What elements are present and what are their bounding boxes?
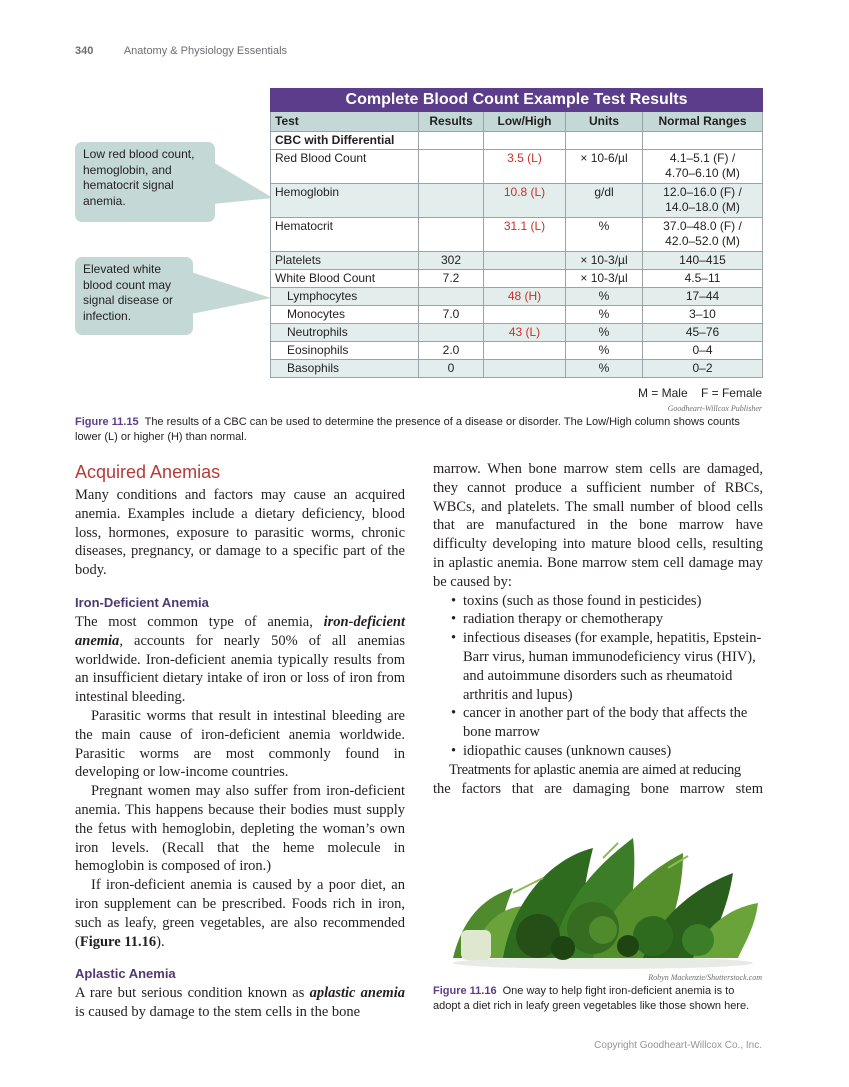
right-column — [433, 460, 763, 798]
table-title: Complete Blood Count Example Test Results — [271, 89, 763, 112]
leafy-greens-photo — [443, 818, 763, 970]
table-row: Eosinophils 2.0 % 0–4 — [271, 342, 763, 360]
figure-reference: Figure 11.16 — [79, 933, 157, 950]
paragraph: The most common type of anemia, iron-deficient anemia, accounts for nearly 50% of all anemias worldwide. Iron-deficient anemia typically results from an insufficient dietary intake of iron or loss of iron from intestinal bleeding. — [75, 613, 405, 706]
list-item: • radiation therapy or chemotherapy — [433, 610, 763, 629]
table-row: Basophils 0 % 0–2 — [271, 360, 763, 378]
table-row: Neutrophils 43 (L) % 45–76 — [271, 324, 763, 342]
cbc-results-table — [270, 88, 763, 378]
col-header-test: Test — [271, 112, 419, 132]
key-term: aplastic anemia — [309, 985, 405, 1002]
table-row: White Blood Count 7.2 × 10-3/µl 4.5–11 — [271, 270, 763, 288]
running-header — [75, 45, 287, 57]
section-heading-acquired-anemias: Acquired Anemias — [75, 462, 221, 482]
table-credit: Goodheart-Willcox Publisher — [667, 404, 762, 413]
col-header-units: Units — [566, 112, 643, 132]
paragraph: A rare but serious condition known as aplastic anemia is caused by damage to the stem cells in the bone — [75, 985, 405, 1021]
paragraph: If iron-deficient anemia is caused by a poor diet, an iron supplement can be prescribed. Foods rich in iron, such as leafy, green vegetables, are also recommended (Figure 11.16). — [75, 877, 405, 950]
callout-anemia-pointer — [213, 160, 273, 210]
list-item: • cancer in another part of the body that affects the bone marrow — [433, 704, 763, 742]
col-header-lowhigh: Low/High — [484, 112, 566, 132]
figure-label: Figure 11.15 — [75, 416, 139, 428]
table-legend: M = Male F = Female — [637, 386, 762, 400]
caption-text: The results of a CBC can be used to determine the presence of a disease or disorder. The Low/High column shows counts lower (L) or higher (H) than normal. — [75, 416, 740, 443]
callout-white-count-pointer — [191, 270, 271, 320]
list-item: • toxins (such as those found in pesticides) — [433, 592, 763, 611]
list-item: • idiopathic causes (unknown causes) — [433, 742, 763, 761]
paragraph: Many conditions and factors may cause an acquired anemia. Examples include a dietary deficiency, blood loss, hormones, exposure to parasitic worms, chronic diseases, pregnancy, or damage to a specific part of the body. — [75, 487, 405, 579]
copyright-footer: Copyright Goodheart-Willcox Co., Inc. — [594, 1040, 762, 1051]
figure-label: Figure 11.16 — [433, 985, 497, 997]
table-row: Red Blood Count 3.5 (L) × 10-6/µl 4.1–5.1 (F) / 4.70–6.10 (M) — [271, 150, 763, 184]
left-column — [75, 460, 405, 1022]
subheading-aplastic: Aplastic Anemia — [75, 966, 176, 982]
photo-credit: Robyn Mackenzie/Shutterstock.com — [648, 973, 762, 982]
figure-11-15-caption — [75, 415, 765, 445]
callout-white-count: Elevated white blood count may signal disease or infection. — [75, 257, 193, 335]
col-header-normal: Normal Ranges — [643, 112, 763, 132]
table-row: Hematocrit 31.1 (L) % 37.0–48.0 (F) / 42.0–52.0 (M) — [271, 218, 763, 252]
paragraph: Pregnant women may also suffer from iron-deficient anemia. This happens because their bodies must supply the fetus with hemoglobin, depleting the woman’s own iron levels. (Recall that the heme molecule in hemoglobin is composed of iron.) — [75, 783, 405, 875]
page-number: 340 — [75, 45, 94, 57]
paragraph: Treatments for aplastic anemia are aimed at reducing — [449, 761, 741, 778]
book-title: Anatomy & Physiology Essentials — [123, 45, 288, 57]
callout-anemia: Low red blood count, hemoglobin, and hematocrit signal anemia. — [75, 142, 215, 222]
table-row: Monocytes 7.0 % 3–10 — [271, 306, 763, 324]
section-label: CBC with Differential — [271, 132, 419, 150]
paragraph-continued: the factors that are damaging bone marrow stem — [433, 780, 763, 797]
caption-text: One way to help fight iron-deficient anemia is to adopt a diet rich in leafy green vegetables like those shown here. — [433, 985, 750, 1012]
list-item: • infectious diseases (for example, hepatitis, Epstein-Barr virus, human immunodeficiency virus (HIV), and autoimmune disorders such as rheumatoid arthritis and lupus) — [433, 629, 763, 704]
paragraph: marrow. When bone marrow stem cells are damaged, they cannot produce a sufficient number of RBCs, WBCs, and platelets. The small number of blood cells that are manufactured in the bone marrow have difficulty developing into mature blood cells, resulting in aplastic anemia. Bone marrow stem cell damage may be caused by: — [433, 461, 763, 590]
table-row: Hemoglobin 10.8 (L) g/dl 12.0–16.0 (F) / 14.0–18.0 (M) — [271, 184, 763, 218]
subheading-iron-deficient: Iron-Deficient Anemia — [75, 594, 209, 610]
key-term: iron-deficient anemia — [75, 613, 405, 649]
figure-11-16-caption — [433, 984, 763, 1014]
table-row: Platelets 302 × 10-3/µl 140–415 — [271, 252, 763, 270]
col-header-results: Results — [419, 112, 484, 132]
paragraph: Parasitic worms that result in intestinal bleeding are the main cause of iron-deficient anemia worldwide. Parasitic worms are most commonly found in developing or low-income countries. — [75, 707, 405, 781]
cause-list — [433, 592, 763, 761]
table-row: Lymphocytes 48 (H) % 17–44 — [271, 288, 763, 306]
